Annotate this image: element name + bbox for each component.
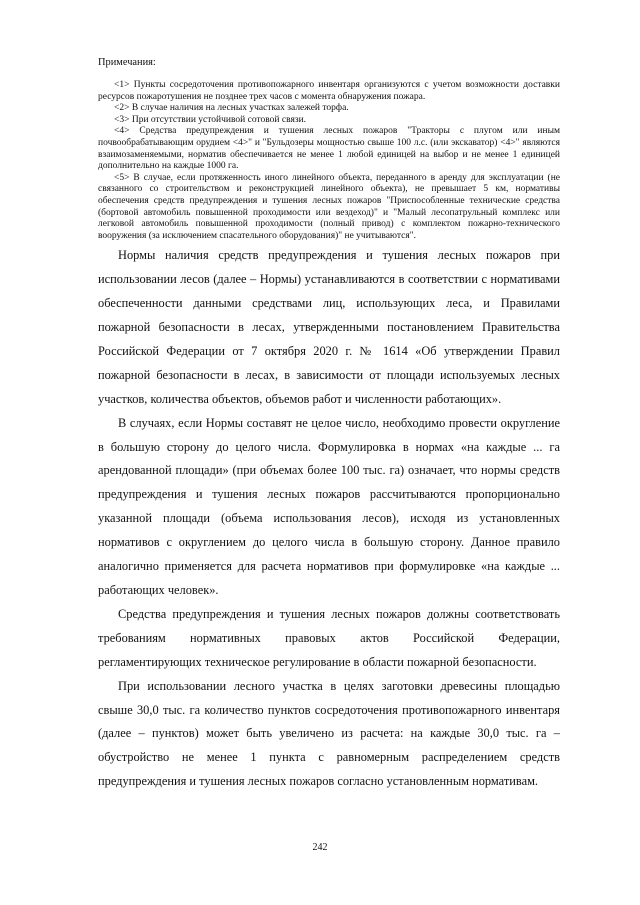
notes-heading: Примечания:	[98, 57, 156, 68]
document-page	[98, 56, 560, 794]
note-3: <3> При отсутствии устойчивой сотовой связи.	[114, 114, 307, 125]
paragraph-requirements: Средства предупреждения и тушения лесных пожаров должны соответствовать требованиям нормативных правовых актов Российской Федерации, регламентирующих техническое регулирование в области пожарной безопасности.	[98, 606, 560, 669]
notes-list	[98, 80, 560, 242]
note-4: <4> Средства предупреждения и тушения лесных пожаров "Тракторы с плугом или иным почвообрабатывающим орудием <4>" и "Бульдозеры мощностью свыше 100 л.с. (или экскаватор) <4>" являются взаимозаменяемыми, норматив обеспечивается не менее 1 любой единицей на выбор и не менее 1 единицей дополнительно на каждые 1000 га.	[98, 126, 560, 172]
paragraph-rounding: В случаях, если Нормы составят не целое число, необходимо провести округление в большую сторону до целого числа. Формулировка в нормах «на каждые ... га арендованной площади» (при объемах более 100 тыс. га) означает, что нормы средств предупреждения и тушения лесных пожаров рассчитываются пропорционально указанной площади (объема использования лесов), исходя из установленных нормативов с округлением до целого числа в большую сторону. Данное правило аналогично применяется для расчета нормативов при формулировке «на каждые ... работающих человек».	[98, 415, 560, 597]
note-5: <5> В случае, если протяженность иного линейного объекта, переданного в аренду для эксплуатации (не связанного со строительством и реконструкцией линейного объекта), не превышает 5 км, нормативы обеспечения средств предупреждения и тушения лесных пожаров "Приспособленные технические средства (бортовой автомобиль повышенной проходимости или вездеход)" и "Малый лесопатрульный комплекс или легковой автомобиль повышенной проходимости (полный привод) с комплектом пожарно-технического вооружения (за исключением спасательного оборудования)" не учитываются".	[98, 172, 560, 241]
body-text	[98, 244, 560, 794]
paragraph-points: При использовании лесного участка в целях заготовки древесины площадью свыше 30,0 тыс. га количество пунктов сосредоточения противопожарного инвентаря (далее – пунктов) может быть увеличено из расчета: на каждые 30,0 тыс. га – обустройство не менее 1 пункта с равномерным распределением средств предупреждения и тушения лесных пожаров согласно установленным нормативам.	[98, 678, 560, 789]
page-number: 242	[312, 842, 328, 853]
note-1: <1> Пункты сосредоточения противопожарного инвентаря организуются с учетом возможности доставки ресурсов пожаротушения не позднее трех часов с момента обнаружения пожара.	[98, 80, 560, 102]
note-2: <2> В случае наличия на лесных участках залежей торфа.	[114, 103, 349, 114]
paragraph-norms: Нормы наличия средств предупреждения и тушения лесных пожаров при использовании лесов (далее – Нормы) устанавливаются в соответствии с нормативами обеспеченности данными средствами лиц, использующих леса, и Правилами пожарной безопасности в лесах, утвержденными постановлением Правительства Российской Федерации от 7 октября 2020 г. № 1614 «Об утверждении Правил пожарной безопасности в лесах, в зависимости от площади используемых лесных участков, количества объектов, объемов работ и численности работающих».	[98, 248, 560, 406]
